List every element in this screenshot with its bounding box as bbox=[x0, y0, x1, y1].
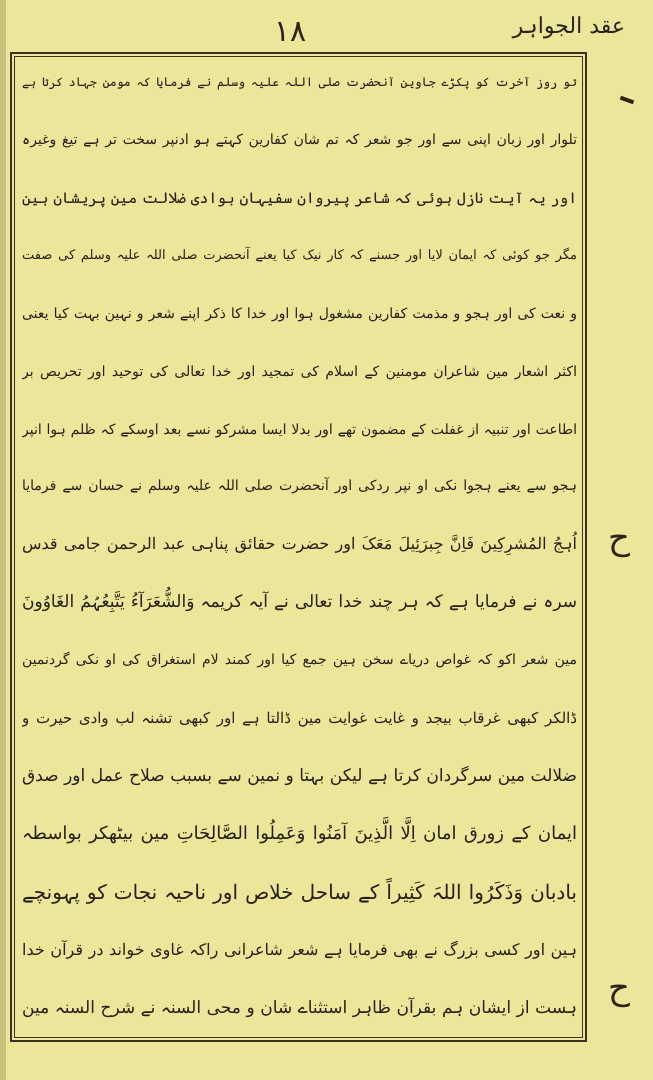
margin-note-mark-1: ح bbox=[608, 518, 630, 558]
text-line-5: و نعت کی اور ہجو و مذمت کفارین مشغول ہوا اور خدا کا ذکر اپنے شعر و نہین بہت کیا یعنی bbox=[22, 306, 577, 322]
text-line-9: اُہجُ المُشرِکِینَ فَاِنَّ جِبرَئِیلَ مَعَکَ اور حضرت حقائق پناہی عبد الرحمن جامی قدس bbox=[22, 534, 577, 553]
running-header-title: عقد الجواہر bbox=[512, 14, 625, 39]
text-line-15: بادبان وَذَکَرُوا اللہَ کَثِیراً کے ساحل خلاص اور ناحیہ نجات کو پہونچے bbox=[22, 880, 577, 904]
text-line-7: اطاعت اور تنبیہ از غفلت کے مضمون تھے اور بدلا ایسا مشرکو نسے بعد اوسکے کہ ظلم ہوا انپر bbox=[22, 422, 577, 438]
text-line-14: ایمان کے زورق امان اِلَّا الَّذِینَ آمَنُوا وَعَمِلُوا الصَّالِحَاتِ مین بیٹھکر بواسطہ bbox=[22, 823, 577, 844]
text-line-1: تو روز آخرت کو پکڑے جاوین آنحضرت صلی اللہ علیہ وسلم نے فرمایا کہ مومن جہاد کرتا ہے bbox=[22, 75, 577, 89]
text-line-2: تلوار اور زبان اپنی سے اور جو شعر کہ تم شان کفارین کہتے ہو ادنپر سخت تر ہے تیغ وغیرہ bbox=[22, 132, 577, 148]
text-line-17: ہست از ایشان ہم بقرآن ظاہر استثناے شان و محی السنہ نے شرح السنہ مین bbox=[22, 998, 577, 1018]
margin-tick-mark bbox=[620, 96, 635, 105]
text-line-10: سرہ نے فرمایا ہے کہ ہر چند خدا تعالی نے آیہ کریمہ وَالشُّعَرَآءُ یَتَّبِعُہُمُ الغَاوُونَ bbox=[22, 592, 577, 612]
text-line-13: ضلالت مین سرگردان کرتا ہے لیکن بہتا و نمین سے بسبب صلاح عمل اور صدق bbox=[22, 766, 577, 786]
text-line-12: ڈالکر کبھی غرقاب بیجد و غایت غوایت مین ڈالتا ہے اور کبھی تشنہ لب وادی حیرت و bbox=[22, 709, 577, 727]
margin-note-mark-2: ح bbox=[608, 968, 630, 1008]
text-line-11: مین شعر اکو کہ غواص دریاے سخن ہین جمع کیا اور کمند لام استغراق کی او نکی گردنمین bbox=[22, 652, 577, 668]
text-line-8: ہجو سے یعنے ہجوا نکی او نپر ردکی اور آنحضرت صلی اللہ علیہ وسلم نے حسان سے فرمایا bbox=[22, 478, 577, 494]
text-line-3: اور یہ آیت نازل ہوئی کہ شاعر پیروان سفیہان بوادی ضلالت مین پریشان ہین bbox=[22, 189, 577, 207]
text-line-16: ہین اور کسی بزرگ نے بھی فرمایا ہے شعر شاعرانی راکہ غاوی خواند در قرآن خدا bbox=[22, 940, 577, 959]
text-line-6: اکثر اشعار مین شاعران مومنین کے اسلام کی تمجید اور خدا تعالی کی توحید اور تحریص بر bbox=[22, 364, 577, 380]
text-line-4: مگر جو کوئی کہ ایمان لایا اور جسنے کہ کار نیک کیا یعنے آنحضرت صلی اللہ علیہ وسلم کی صفت bbox=[22, 248, 577, 263]
page-number: ۱۸ bbox=[273, 14, 307, 49]
page-binding-edge bbox=[0, 0, 6, 1080]
